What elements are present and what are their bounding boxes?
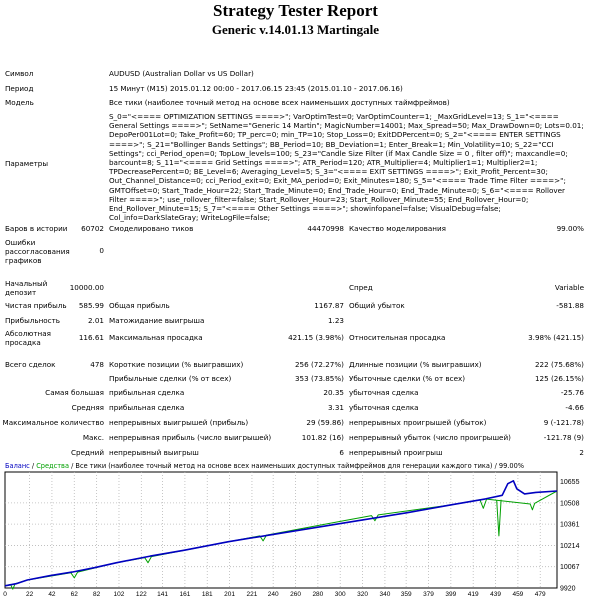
average-label: Средняя bbox=[71, 403, 104, 412]
legend-equity: Средства bbox=[36, 462, 69, 470]
total-trades-label: Всего сделок bbox=[5, 360, 56, 369]
gross-loss-label: Общий убыток bbox=[349, 301, 405, 310]
x-tick-label: 359 bbox=[400, 591, 412, 598]
x-tick-label: 22 bbox=[25, 591, 34, 598]
x-tick-label: 201 bbox=[224, 591, 236, 598]
largest-loss-label: убыточная сделка bbox=[349, 388, 419, 397]
deposit-label: Начальный депозит bbox=[5, 279, 48, 297]
y-tick-label: 9920 bbox=[560, 585, 576, 593]
loss-trades-label: Убыточные сделки (% от всех) bbox=[349, 374, 466, 383]
long-positions-value: 222 (75.68%) bbox=[534, 360, 584, 369]
average-profit-label: прибыльная сделка bbox=[109, 403, 185, 412]
y-tick-label: 10214 bbox=[560, 542, 580, 550]
avg-losses-label: непрерывный проигрыш bbox=[349, 448, 443, 457]
max-count-label: Максимальное количество bbox=[2, 418, 104, 427]
model-label: Модель bbox=[5, 98, 34, 107]
x-tick-label: 82 bbox=[93, 591, 101, 598]
max-drawdown-label: Максимальная просадка bbox=[109, 333, 203, 342]
max-drawdown-value: 421.15 (3.98%) bbox=[288, 333, 344, 342]
gross-profit-value: 1167.87 bbox=[314, 301, 344, 310]
legend-description: Все тики (наиболее точный метод на основе всех наименьших доступных таймфреймов для генерации каждого тика) / 99.00% bbox=[75, 462, 525, 470]
avg-wins-label: непрерывный выигрыш bbox=[109, 448, 199, 457]
cons-wins-value: 29 (59.86) bbox=[306, 418, 344, 427]
x-tick-label: 300 bbox=[334, 591, 346, 598]
cons-loss-value: -121.78 (9) bbox=[543, 433, 584, 442]
legend-balance: Баланс bbox=[5, 462, 30, 470]
x-tick-label: 320 bbox=[357, 591, 369, 598]
model-value: Все тики (наиболее точный метод на основе всех наименьших доступных таймфреймов) bbox=[109, 98, 450, 107]
x-tick-label: 459 bbox=[512, 591, 524, 598]
net-profit-value: 585.99 bbox=[78, 301, 104, 310]
ticks-label: Смоделировано тиков bbox=[109, 224, 194, 233]
errors-value: 0 bbox=[99, 246, 104, 255]
quality-label: Качество моделирования bbox=[349, 224, 447, 233]
average-loss-label: убыточная сделка bbox=[349, 403, 419, 412]
short-positions-label: Короткие позиции (% выигравших) bbox=[109, 360, 244, 369]
cons-loss-label: непрерывный убыток (число проигрышей) bbox=[349, 433, 511, 442]
cons-losses-value: 9 (-121.78) bbox=[543, 418, 584, 427]
expected-payoff-label: Матожидание выигрыша bbox=[109, 316, 205, 325]
avg-wins-value: 6 bbox=[339, 448, 344, 457]
gross-profit-label: Общая прибыль bbox=[109, 301, 170, 310]
x-tick-label: 399 bbox=[445, 591, 457, 598]
x-tick-label: 102 bbox=[113, 591, 125, 598]
cons-profit-label: непрерывная прибыль (число выигрышей) bbox=[109, 433, 272, 442]
period-value: 15 Минут (M15) 2015.01.12 00:00 - 2017.06.15 23:45 (2015.01.10 - 2017.06.16) bbox=[109, 84, 403, 93]
bars-label: Баров в истории bbox=[5, 224, 68, 233]
avg-label: Средний bbox=[70, 448, 104, 457]
x-tick-label: 280 bbox=[312, 591, 324, 598]
average-loss-value: -4.66 bbox=[565, 403, 584, 412]
x-tick-label: 340 bbox=[379, 591, 391, 598]
x-tick-label: 42 bbox=[48, 591, 56, 598]
deposit-value: 10000.00 bbox=[69, 283, 104, 292]
report-subtitle: Generic v.14.01.13 Martingale bbox=[211, 22, 380, 37]
net-profit-label: Чистая прибыль bbox=[5, 301, 67, 310]
x-tick-label: 141 bbox=[157, 591, 168, 598]
x-tick-label: 62 bbox=[70, 591, 78, 598]
avg-losses-value: 2 bbox=[579, 448, 584, 457]
quality-value: 99.00% bbox=[556, 224, 584, 233]
x-tick-label: 122 bbox=[135, 591, 147, 598]
cons-wins-label: непрерывных выигрышей (прибыль) bbox=[109, 418, 249, 427]
ticks-value: 44470998 bbox=[307, 224, 344, 233]
profit-trades-label: Прибыльные сделки (% от всех) bbox=[109, 374, 232, 383]
profit-factor-label: Прибыльность bbox=[5, 316, 61, 325]
legend-sep-1: / bbox=[29, 462, 37, 470]
average-profit-value: 3.31 bbox=[327, 403, 344, 412]
x-tick-label: 260 bbox=[290, 591, 301, 598]
largest-profit-value: 20.35 bbox=[323, 388, 344, 397]
loss-trades-value: 125 (26.15%) bbox=[534, 374, 584, 383]
x-tick-label: 161 bbox=[179, 591, 191, 598]
spread-label: Спред bbox=[349, 283, 373, 292]
cons-losses-label: непрерывных проигрышей (убыток) bbox=[349, 418, 487, 427]
y-tick-label: 10067 bbox=[560, 564, 580, 572]
report-title: Strategy Tester Report bbox=[213, 1, 378, 20]
x-tick-label: 240 bbox=[267, 591, 279, 598]
rel-drawdown-value: 3.98% (421.15) bbox=[528, 333, 584, 342]
x-tick-label: 221 bbox=[246, 591, 258, 598]
x-tick-label: 0 bbox=[3, 591, 7, 598]
symbol-value: AUDUSD (Australian Dollar vs US Dollar) bbox=[109, 69, 254, 78]
largest-label: Самая большая bbox=[45, 388, 104, 397]
profit-factor-value: 2.01 bbox=[87, 316, 104, 325]
y-tick-label: 10655 bbox=[560, 479, 580, 487]
params-label: Параметры bbox=[5, 159, 49, 168]
abs-drawdown-value: 116.61 bbox=[78, 333, 104, 342]
errors-label: Ошибки рассогласования графиков bbox=[5, 238, 70, 265]
params-text: S_0="<==== OPTIMIZATION SETTINGS ====>"; VarOptimTest=0; VarOptimCounter=1; _MaxGridLevel=13; S_1="<==== General Settings ====>"; SetName="Generic 14 Martin"; MagicNumber=14001; Max_Spread=50; Max_DrawDown=0; Lots=0.01; DepoPer001Lot=0; Take_Profit=60; TP_perc=0; min_TP=10; Stop_Loss=0; ExitDDPercent=0; S_2="<==== ENTER SETTINGS ====>"; S_21="Bollinger Bands Settings"; BB_Period=10; BB_Deviation=1; Enter_Break=1; Min_Volatility=10; S_22="CCI Settings"; cci_Period_open=0; TopLow_levels=100; S_23="Candle Size Filter (if Max Candle Size = 0 , filter off)"; maxcandle=0; barcount=8; S_11="<==== Grid Settings ====>"; ATR_Period=120; ATR_Multiplier=4; Multiplier1=1; Multiplier2=1; TPDecreasePercent=0; BE_Level=6; Averaging_Level=5; S_3="<==== EXIT SETTINGS ====>"; Exit_Profit_Percent=30; Out_Channel_Distance=0; cci_Period_exit=0; Exit_MA_period=0; Exit_Minutes=180; S_5="<==== Trade Time Filter ====>"; GMTOffset=0; Start_Trade_Hour=22; Start_Trade_Minute=0; End_Trade_Hour=0; End_Trade_Minute=0; S_6="<==== Rollover Filter ====>"; use_rollover_filter=false; Start_Rollover_Hour=23; Start_Rollover_Minute=55; End_Rollover_Hour=0; End_Rollover_Minute=15; S_7="<==== Other Settings ====>"; showinfopanel=false; VisualDebug=false; Col_info=DarkSlateGray; WriteLogFile=false; bbox=[109, 112, 584, 223]
x-tick-label: 479 bbox=[534, 591, 546, 598]
spread-value: Variable bbox=[554, 283, 584, 292]
long-positions-label: Длинные позиции (% выигравших) bbox=[349, 360, 482, 369]
largest-loss-value: -25.76 bbox=[560, 388, 584, 397]
expected-payoff-value: 1.23 bbox=[327, 316, 344, 325]
gross-loss-value: -581.88 bbox=[556, 301, 584, 310]
rel-drawdown-label: Относительная просадка bbox=[349, 333, 446, 342]
legend-sep-2: / bbox=[69, 462, 76, 470]
profit-trades-value: 353 (73.85%) bbox=[294, 374, 344, 383]
x-tick-label: 379 bbox=[423, 591, 434, 598]
x-tick-label: 439 bbox=[490, 591, 501, 598]
y-tick-label: 10508 bbox=[560, 500, 580, 508]
cons-profit-value: 101.82 (16) bbox=[301, 433, 344, 442]
short-positions-value: 256 (72.27%) bbox=[294, 360, 344, 369]
max-label: Макс. bbox=[82, 433, 104, 442]
symbol-label: Символ bbox=[5, 69, 34, 78]
bars-value: 60702 bbox=[81, 224, 104, 233]
x-tick-label: 181 bbox=[201, 591, 213, 598]
abs-drawdown-label: Абсолютная просадка bbox=[5, 329, 51, 347]
total-trades-value: 478 bbox=[90, 360, 104, 369]
largest-profit-label: прибыльная сделка bbox=[109, 388, 185, 397]
x-tick-label: 419 bbox=[467, 591, 479, 598]
y-tick-label: 10361 bbox=[560, 521, 580, 529]
period-label: Период bbox=[5, 84, 34, 93]
plot-frame bbox=[5, 472, 557, 588]
